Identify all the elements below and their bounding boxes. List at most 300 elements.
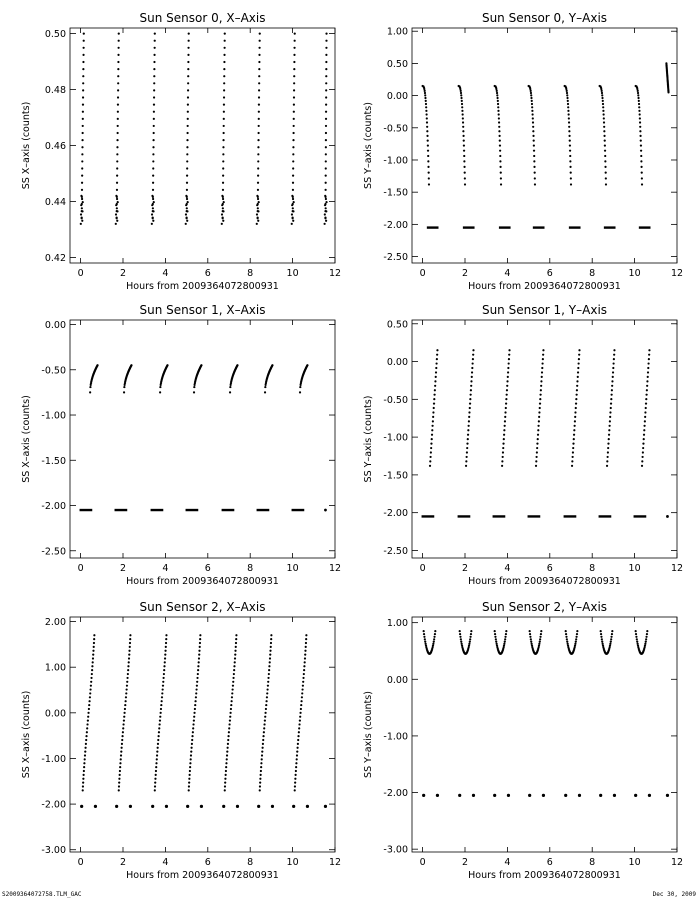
data-point [300,708,302,710]
data-point [461,106,463,108]
plot-frame [70,28,335,263]
data-point [231,692,233,694]
data-point [427,150,429,152]
data-point [262,735,264,737]
data-point [222,207,224,209]
data-point [258,132,260,134]
data-point [325,47,327,49]
data-point [568,121,570,123]
data-point [161,696,163,698]
data-point [115,223,117,225]
data-point [261,751,263,753]
data-point [325,220,327,222]
data-point [603,130,605,132]
x-tick-label: 6 [546,268,553,279]
data-point [425,100,427,102]
data-point [189,770,191,772]
data-point [153,89,155,91]
data-point [294,40,296,42]
data-point [499,160,501,162]
data-point [120,751,122,753]
data-point [188,40,190,42]
data-point [154,33,156,35]
data-point [257,153,259,155]
data-point [611,380,613,382]
plot-frame [70,320,335,558]
y-tick-label: -1.00 [383,432,408,444]
data-point [297,735,299,737]
data-point [638,103,640,105]
data-point [258,61,260,63]
data-point [117,201,119,203]
chart-ss1y [363,303,683,587]
data-point [538,420,540,422]
data-point [646,630,648,632]
data-point [507,794,510,797]
data-point [269,650,271,652]
data-point [577,367,579,369]
data-point [89,688,91,690]
data-point [91,673,93,675]
data-point [572,442,574,444]
data-point [467,434,469,436]
data-point [193,386,195,388]
data-point [122,723,124,725]
data-point [425,110,427,112]
data-point [609,411,611,413]
data-point [301,696,303,698]
data-point [128,650,130,652]
data-point [115,805,118,808]
data-point [153,132,155,134]
data-point [568,130,570,132]
data-point [648,358,650,360]
data-point [463,150,465,152]
data-point [605,177,607,179]
data-point [466,442,468,444]
data-point [647,376,649,378]
data-point [256,195,258,197]
data-point [187,82,189,84]
x-tick-label: 8 [589,563,596,574]
data-point [196,685,198,687]
data-point [154,47,156,49]
data-point [532,126,534,128]
data-point [644,411,646,413]
data-point [162,688,164,690]
data-point [187,125,189,127]
x-tick-label: 4 [162,563,169,574]
data-point [224,47,226,49]
data-point [82,785,84,787]
data-point [325,96,327,98]
data-point [228,731,230,733]
data-point [119,762,121,764]
data-point [155,766,157,768]
data-point [429,460,431,462]
data-point [117,111,119,113]
data-point [572,451,574,453]
data-point [293,82,295,84]
data-point [298,723,300,725]
data-point [533,155,535,157]
data-point [82,104,84,106]
data-point [638,106,640,108]
data-point [93,642,95,644]
data-point [81,167,83,169]
data-point [541,367,543,369]
data-point [200,805,203,808]
data-point [469,638,471,640]
data-point [257,146,259,148]
x-tick-label: 6 [204,563,211,574]
data-point [292,182,294,184]
data-point [93,646,95,648]
data-point [470,633,472,635]
data-point [292,805,295,808]
data-point [541,362,543,364]
x-tick-label: 10 [628,857,641,868]
data-point [186,139,188,141]
data-point [117,82,119,84]
data-point [506,385,508,387]
data-point [610,407,612,409]
data-point [121,747,123,749]
data-point [81,146,83,148]
data-point [472,354,474,356]
data-point [460,92,462,94]
y-tick-label: -2.50 [41,546,66,558]
data-point [304,657,306,659]
data-point [164,650,166,652]
data-point [229,712,231,714]
data-point [302,685,304,687]
data-point [498,117,500,119]
data-point [300,704,302,706]
data-point [325,75,327,77]
data-point [531,103,533,105]
data-point [267,685,269,687]
data-point [235,638,237,640]
data-point [265,704,267,706]
data-point [82,82,84,84]
data-point [532,113,534,115]
data-point [609,416,611,418]
data-point [325,153,327,155]
data-point [458,794,461,797]
data-point [611,630,613,632]
data-point [542,354,544,356]
data-point [567,100,569,102]
data-point [540,385,542,387]
data-point [501,465,503,467]
data-point [507,371,509,373]
data-point [540,633,542,635]
data-point [263,723,265,725]
data-point [185,213,187,215]
data-point [537,429,539,431]
data-point [292,207,294,209]
data-point [432,416,434,418]
data-point [153,118,155,120]
data-point [539,402,541,404]
data-point [467,438,469,440]
data-point [159,386,161,388]
data-point [232,688,234,690]
data-point [257,167,259,169]
data-point [192,727,194,729]
data-point [431,438,433,440]
data-point [152,210,154,212]
data-point [533,140,535,142]
data-point [194,700,196,702]
data-point [259,40,261,42]
data-point [293,125,295,127]
data-point [502,451,504,453]
data-point [223,125,225,127]
data-point [427,140,429,142]
data-point [505,633,507,635]
data-point [531,106,533,108]
data-point [461,110,463,112]
data-point [88,700,90,702]
data-point [325,210,327,212]
data-point [640,150,642,152]
data-point [574,416,576,418]
data-point [578,362,580,364]
data-point [81,217,83,219]
data-point [229,716,231,718]
data-point [232,681,234,683]
data-point [496,92,498,94]
data-point [165,646,167,648]
data-point [82,118,84,120]
data-point [463,155,465,157]
data-point [433,402,435,404]
data-point [80,805,83,808]
data-point [541,376,543,378]
data-point [532,121,534,123]
data-point [424,641,426,643]
data-point [603,113,605,115]
data-point [430,447,432,449]
data-point [293,118,295,120]
data-point [83,40,85,42]
data-point [575,402,577,404]
data-point [471,367,473,369]
data-point [190,758,192,760]
data-point [186,207,188,209]
data-point [498,121,500,123]
data-point [472,794,475,797]
data-point [222,167,224,169]
data-point [666,515,669,518]
data-point [325,125,327,127]
data-point [80,195,82,197]
data-point [534,177,536,179]
data-point [578,794,581,797]
data-point [325,54,327,56]
data-point [165,642,167,644]
data-point [117,54,119,56]
data-point [258,104,260,106]
data-point [531,110,533,112]
data-point [459,636,461,638]
data-point [165,634,167,636]
data-point [193,719,195,721]
data-point [81,207,83,209]
data-point [223,104,225,106]
data-point [641,456,643,458]
data-point [257,207,259,209]
data-point [264,391,266,393]
data-point [270,638,272,640]
data-point [188,33,190,35]
data-point [429,456,431,458]
data-point [605,172,607,174]
data-point [191,735,193,737]
data-point [305,646,307,648]
data-point [92,654,94,656]
data-point [82,54,84,56]
data-point [502,442,504,444]
x-tick-label: 4 [504,563,511,574]
chart-ss0y [363,11,683,292]
data-point [117,75,119,77]
data-point [187,118,189,120]
y-tick-label: -2.50 [383,545,408,557]
data-point [643,429,645,431]
data-point [271,805,274,808]
data-point [537,434,539,436]
data-point [124,704,126,706]
data-point [497,100,499,102]
data-point [608,429,610,431]
data-point [431,434,433,436]
data-point [156,758,158,760]
x-tick-label: 2 [461,563,469,574]
data-point [575,636,577,638]
data-point [221,195,223,197]
data-point [200,364,202,366]
data-point [299,719,301,721]
data-point [117,125,119,127]
data-point [194,708,196,710]
data-point [325,201,327,203]
data-point [607,442,609,444]
y-tick-label: -2.00 [383,788,408,800]
data-point [601,97,603,99]
data-point [577,371,579,373]
data-point [604,160,606,162]
data-point [82,89,84,91]
data-point [464,183,466,185]
data-point [470,389,472,391]
data-point [566,92,568,94]
data-point [324,204,326,206]
data-point [186,217,188,219]
data-point [603,135,605,137]
data-point [87,716,89,718]
y-axis-label: SS Y–axis (counts) [363,102,374,189]
data-point [505,407,507,409]
data-point [433,636,435,638]
data-point [302,677,304,679]
data-point [578,358,580,360]
x-tick-label: 12 [328,563,342,574]
data-point [426,126,428,128]
y-tick-label: 0.00 [386,91,408,103]
data-point [86,727,88,729]
data-point [186,132,188,134]
data-point [575,638,577,640]
data-point [576,389,578,391]
data-point [299,386,301,388]
data-point [533,150,535,152]
data-point [130,364,132,366]
data-point [116,139,118,141]
data-point [164,657,166,659]
data-point [291,213,293,215]
data-point [423,636,425,638]
data-point [232,685,234,687]
data-point [221,204,223,206]
data-point [292,175,294,177]
data-point [426,135,428,137]
data-point [189,762,191,764]
data-point [224,40,226,42]
data-point [293,54,295,56]
data-point [129,638,131,640]
x-tick-label: 8 [247,563,254,574]
data-point [566,97,568,99]
data-point [233,665,235,667]
data-point [601,638,603,640]
data-point [154,789,156,791]
data-point [504,420,506,422]
data-point [195,696,197,698]
data-point [96,364,98,366]
y-tick-label: 0.50 [386,319,408,331]
y-tick-label: 0.46 [44,141,66,152]
data-point [257,210,259,212]
data-point [499,144,501,146]
y-tick-label: -0.50 [41,365,66,377]
data-point [152,207,154,209]
data-point [153,54,155,56]
data-point [159,719,161,721]
data-point [472,362,474,364]
data-point [188,785,190,787]
data-point [508,358,510,360]
data-point [424,94,426,96]
data-point [222,805,225,808]
data-point [542,794,545,797]
data-point [152,153,154,155]
data-point [236,805,239,808]
data-point [639,135,641,137]
x-tick-label: 8 [589,268,596,279]
data-point [293,104,295,106]
data-point [460,97,462,99]
data-point [568,113,570,115]
data-point [534,183,536,185]
data-point [222,189,224,191]
data-point [265,708,267,710]
data-point [156,751,158,753]
data-point [304,661,306,663]
data-point [294,33,296,35]
